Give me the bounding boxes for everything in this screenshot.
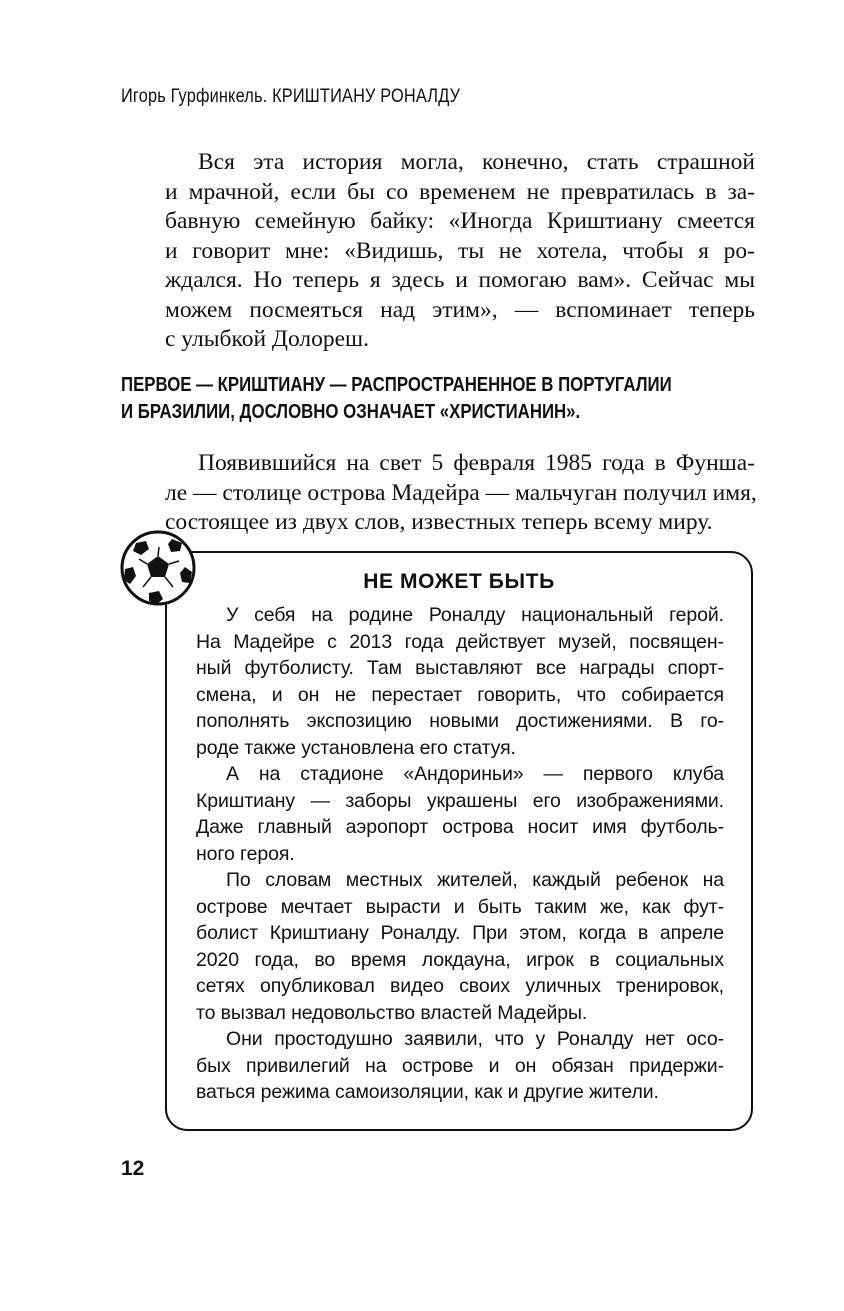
paragraph-line: Вся эта история могла, конечно, стать страшной [198,149,755,175]
paragraph-line: можем посмеяться над этим», — вспоминает теперь [165,296,755,323]
sidebar-line: А на стадионе «Андориньи» — первого клуба [226,763,724,785]
sidebar-line: Криштиану — заборы украшены его изображениями. [196,789,724,812]
sidebar-body [196,602,724,1106]
paragraph-line: состоящее из двух слов, известных теперь всему миру. [165,509,713,535]
section-subheading [121,372,726,426]
sidebar-line: Даже главный аэропорт острова носит имя футболь- [196,816,724,838]
sidebar-line: ный футболисту. Там выставляют все награды спорт- [196,657,724,679]
sidebar-line: ного героя. [196,842,295,865]
paragraph-line: ждался. Но теперь я здесь и помогаю вам». Сейчас мы [165,267,755,293]
sidebar-line: У себя на родине Роналду национальный герой. [226,604,724,626]
subheading-line: ПЕРВОЕ — КРИШТИАНУ — РАСПРОСТРАНЕННОЕ В ПОРТУГАЛИИ [121,374,672,396]
sidebar-title: НЕ МОЖЕТ БЫТЬ [363,570,555,593]
paragraph-line: Появившийся на свет 5 февраля 1985 года в Фунша- [198,450,755,476]
sidebar-line: острове мечтает вырасти и быть таким же, как фут- [196,895,724,918]
paragraph-line: бавную семейную байку: «Иногда Криштиану смеется [165,208,755,234]
body-paragraph-1 [165,148,755,355]
paragraph-line: с улыбкой Долореш. [165,326,370,352]
paragraph-line: ле — столице острова Мадейра — мальчуган получил имя, [165,479,757,506]
soccer-ball-icon [119,529,197,607]
page-number: 12 [121,1157,145,1180]
sidebar-line: пополнять экспозицию новыми достижениями. В го- [196,710,724,732]
subheading-line: И БРАЗИЛИИ, ДОСЛОВНО ОЗНАЧАЕТ «ХРИСТИАНИН». [121,401,581,423]
sidebar-line: то вызвал недовольство властей Мадейры. [196,1001,588,1024]
body-paragraph-2 [165,449,755,538]
sidebar-line: сетях опубликовал видео своих уличных тренировок, [196,975,724,997]
sidebar-line: бых привилегий на острове и он обязан придержи- [196,1054,724,1077]
sidebar-line: роде также установлена его статуя. [196,736,516,759]
sidebar-line: болист Криштиану Роналду. При этом, когда в апреле [196,922,724,944]
paragraph-line: и мрачной, если бы со временем не превратилась в за- [165,178,755,205]
sidebar-line: 2020 года, во время локдауна, игрок в социальных [196,948,724,971]
sidebar-line: На Мадейре с 2013 года действует музей, посвящен- [196,630,724,653]
sidebar-line: По словам местных жителей, каждый ребенок на [226,869,724,891]
sidebar-line: смена, и он не перестает говорить, что собирается [196,683,724,706]
sidebar-line: Они простодушно заявили, что у Роналду нет осо- [226,1028,724,1050]
paragraph-line: и говорит мне: «Видишь, ты не хотела, чтобы я ро- [165,237,755,264]
running-header: Игорь Гурфинкель. КРИШТИАНУ РОНАЛДУ [121,86,461,107]
sidebar-line: ваться режима самоизоляции, как и другие жители. [196,1081,659,1103]
